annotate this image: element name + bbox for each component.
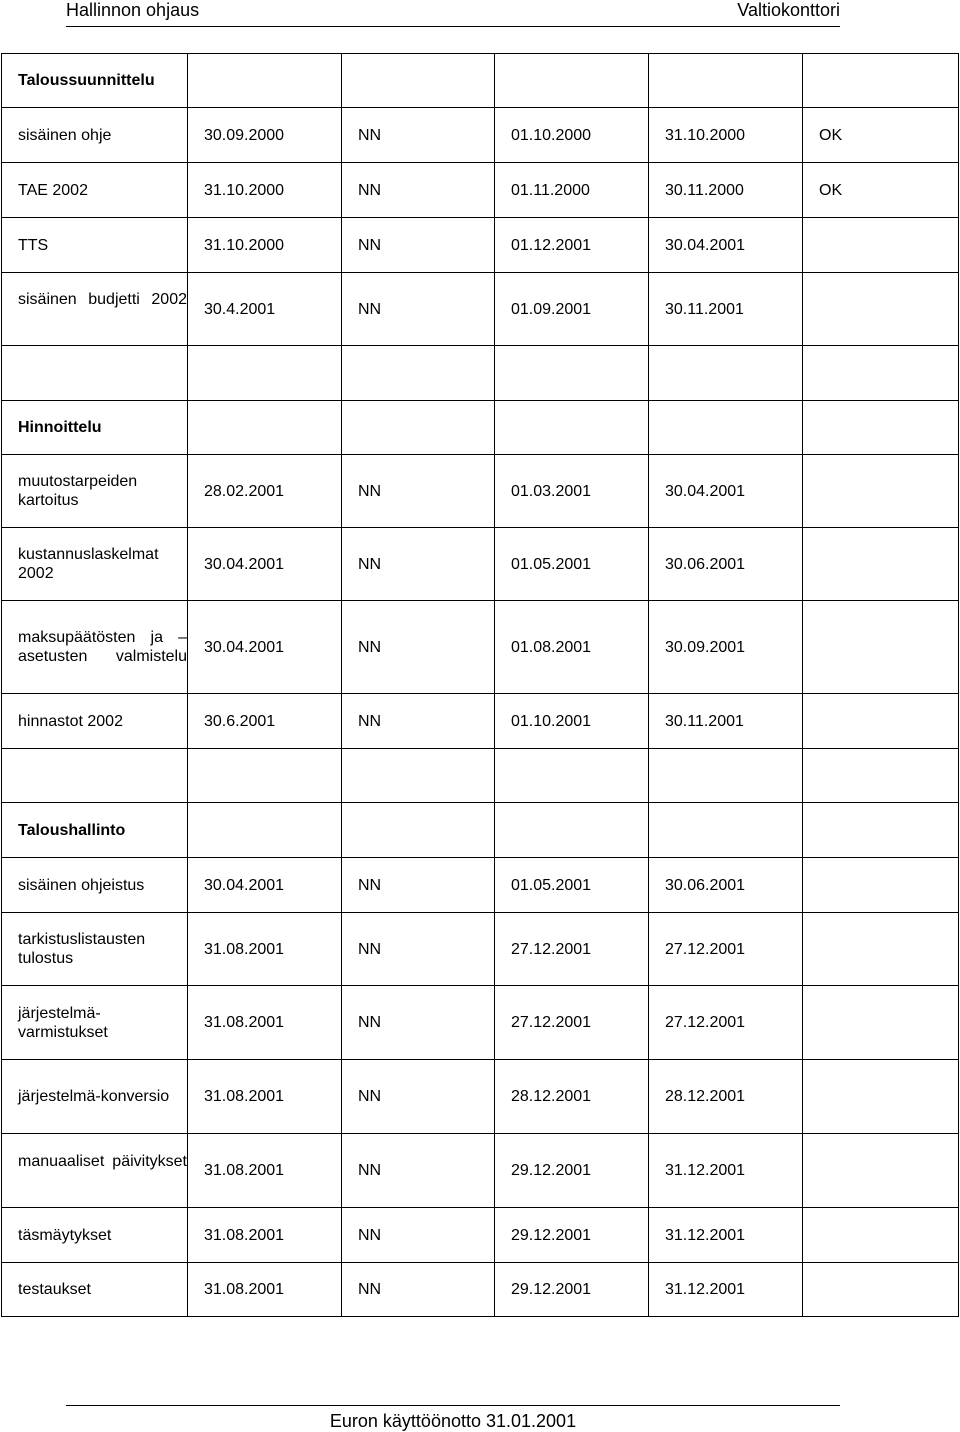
plan-date-cell: 30.04.2001 — [188, 858, 342, 913]
start-date-cell: 01.12.2001 — [495, 218, 649, 273]
task-label: järjestelmä-varmistukset — [2, 986, 188, 1060]
task-label: tarkistuslistausten tulostus — [2, 913, 188, 986]
table-row — [2, 1263, 959, 1317]
task-label: muutostarpeiden kartoitus — [2, 455, 188, 528]
end-date-cell — [649, 803, 803, 858]
start-date-cell: 27.12.2001 — [495, 986, 649, 1060]
table-row — [2, 528, 959, 601]
start-date-cell — [495, 749, 649, 803]
responsible-cell: NN — [342, 986, 495, 1060]
task-label: manuaaliset päivitykset — [2, 1134, 188, 1208]
status-cell — [803, 1263, 959, 1317]
end-date-cell: 30.06.2001 — [649, 858, 803, 913]
start-date-cell: 28.12.2001 — [495, 1060, 649, 1134]
table-row — [2, 858, 959, 913]
task-label: sisäinen budjetti 2002 — [2, 273, 188, 346]
task-label — [2, 346, 188, 401]
task-label: testaukset — [2, 1263, 188, 1317]
start-date-cell: 01.03.2001 — [495, 455, 649, 528]
status-cell — [803, 694, 959, 749]
page-footer: Euron käyttöönotto 31.01.2001 — [66, 1405, 840, 1432]
plan-date-cell — [188, 54, 342, 108]
status-cell — [803, 749, 959, 803]
section-title: Hinnoittelu — [2, 401, 188, 455]
status-cell — [803, 803, 959, 858]
end-date-cell: 30.06.2001 — [649, 528, 803, 601]
spacer-row — [2, 346, 959, 401]
header-left-title: Hallinnon ohjaus — [66, 0, 200, 20]
plan-date-cell: 31.08.2001 — [188, 913, 342, 986]
start-date-cell — [495, 803, 649, 858]
start-date-cell: 01.05.2001 — [495, 528, 649, 601]
status-cell — [803, 986, 959, 1060]
schedule-table-body — [2, 54, 959, 1317]
end-date-cell — [649, 749, 803, 803]
section-title: Taloussuunnittelu — [2, 54, 188, 108]
end-date-cell: 31.10.2000 — [649, 108, 803, 163]
plan-date-cell — [188, 749, 342, 803]
responsible-cell — [342, 54, 495, 108]
plan-date-cell: 30.09.2000 — [188, 108, 342, 163]
start-date-cell: 29.12.2001 — [495, 1263, 649, 1317]
task-label: täsmäytykset — [2, 1208, 188, 1263]
start-date-cell — [495, 401, 649, 455]
status-cell — [803, 455, 959, 528]
plan-date-cell: 30.04.2001 — [188, 601, 342, 694]
responsible-cell: NN — [342, 163, 495, 218]
responsible-cell: NN — [342, 108, 495, 163]
table-row — [2, 986, 959, 1060]
responsible-cell: NN — [342, 1060, 495, 1134]
plan-date-cell — [188, 346, 342, 401]
end-date-cell: 30.11.2000 — [649, 163, 803, 218]
status-cell — [803, 528, 959, 601]
status-cell — [803, 1208, 959, 1263]
status-cell — [803, 218, 959, 273]
end-date-cell: 31.12.2001 — [649, 1263, 803, 1317]
plan-date-cell: 28.02.2001 — [188, 455, 342, 528]
start-date-cell: 27.12.2001 — [495, 913, 649, 986]
start-date-cell: 01.05.2001 — [495, 858, 649, 913]
end-date-cell: 31.12.2001 — [649, 1134, 803, 1208]
end-date-cell: 31.12.2001 — [649, 1208, 803, 1263]
end-date-cell: 30.04.2001 — [649, 218, 803, 273]
start-date-cell: 29.12.2001 — [495, 1134, 649, 1208]
status-cell — [803, 1134, 959, 1208]
task-label: järjestelmä-konversio — [2, 1060, 188, 1134]
responsible-cell: NN — [342, 455, 495, 528]
start-date-cell: 01.10.2001 — [495, 694, 649, 749]
section-row — [2, 803, 959, 858]
responsible-cell: NN — [342, 913, 495, 986]
responsible-cell: NN — [342, 1263, 495, 1317]
responsible-cell: NN — [342, 1134, 495, 1208]
start-date-cell: 01.09.2001 — [495, 273, 649, 346]
responsible-cell: NN — [342, 858, 495, 913]
task-label: sisäinen ohje — [2, 108, 188, 163]
table-row — [2, 1134, 959, 1208]
task-label: sisäinen ohjeistus — [2, 858, 188, 913]
end-date-cell: 28.12.2001 — [649, 1060, 803, 1134]
end-date-cell: 30.11.2001 — [649, 273, 803, 346]
task-label: kustannuslaskelmat 2002 — [2, 528, 188, 601]
section-row — [2, 401, 959, 455]
plan-date-cell: 31.10.2000 — [188, 163, 342, 218]
start-date-cell: 01.11.2000 — [495, 163, 649, 218]
table-row — [2, 1208, 959, 1263]
status-cell: OK — [803, 108, 959, 163]
plan-date-cell — [188, 803, 342, 858]
header-right-title: Valtiokonttori — [737, 0, 840, 20]
plan-date-cell: 31.08.2001 — [188, 1134, 342, 1208]
status-cell — [803, 1060, 959, 1134]
start-date-cell: 01.10.2000 — [495, 108, 649, 163]
schedule-table — [1, 53, 959, 1317]
plan-date-cell: 30.4.2001 — [188, 273, 342, 346]
start-date-cell: 29.12.2001 — [495, 1208, 649, 1263]
responsible-cell: NN — [342, 218, 495, 273]
status-cell — [803, 858, 959, 913]
plan-date-cell — [188, 401, 342, 455]
table-row — [2, 601, 959, 694]
table-row — [2, 163, 959, 218]
plan-date-cell: 31.08.2001 — [188, 1060, 342, 1134]
status-cell: OK — [803, 163, 959, 218]
responsible-cell: NN — [342, 601, 495, 694]
table-row — [2, 913, 959, 986]
status-cell — [803, 601, 959, 694]
status-cell — [803, 346, 959, 401]
task-label: TTS — [2, 218, 188, 273]
status-cell — [803, 913, 959, 986]
plan-date-cell: 30.04.2001 — [188, 528, 342, 601]
plan-date-cell: 30.6.2001 — [188, 694, 342, 749]
task-label — [2, 749, 188, 803]
responsible-cell: NN — [342, 273, 495, 346]
start-date-cell: 01.08.2001 — [495, 601, 649, 694]
responsible-cell: NN — [342, 694, 495, 749]
status-cell — [803, 273, 959, 346]
plan-date-cell: 31.08.2001 — [188, 1208, 342, 1263]
section-row — [2, 54, 959, 108]
start-date-cell — [495, 54, 649, 108]
end-date-cell — [649, 54, 803, 108]
end-date-cell: 30.11.2001 — [649, 694, 803, 749]
table-row — [2, 1060, 959, 1134]
table-row — [2, 694, 959, 749]
responsible-cell — [342, 346, 495, 401]
responsible-cell — [342, 401, 495, 455]
table-row — [2, 108, 959, 163]
table-row — [2, 455, 959, 528]
spacer-row — [2, 749, 959, 803]
table-row — [2, 273, 959, 346]
responsible-cell: NN — [342, 528, 495, 601]
task-label: hinnastot 2002 — [2, 694, 188, 749]
responsible-cell — [342, 749, 495, 803]
task-label: maksupäätösten ja –asetusten valmistelu — [2, 601, 188, 694]
end-date-cell: 30.09.2001 — [649, 601, 803, 694]
end-date-cell: 27.12.2001 — [649, 913, 803, 986]
task-label: TAE 2002 — [2, 163, 188, 218]
end-date-cell — [649, 401, 803, 455]
status-cell — [803, 54, 959, 108]
start-date-cell — [495, 346, 649, 401]
responsible-cell: NN — [342, 1208, 495, 1263]
plan-date-cell: 31.10.2000 — [188, 218, 342, 273]
plan-date-cell: 31.08.2001 — [188, 986, 342, 1060]
status-cell — [803, 401, 959, 455]
end-date-cell — [649, 346, 803, 401]
page-header — [66, 0, 840, 27]
end-date-cell: 27.12.2001 — [649, 986, 803, 1060]
table-row — [2, 218, 959, 273]
plan-date-cell: 31.08.2001 — [188, 1263, 342, 1317]
section-title: Taloushallinto — [2, 803, 188, 858]
end-date-cell: 30.04.2001 — [649, 455, 803, 528]
responsible-cell — [342, 803, 495, 858]
